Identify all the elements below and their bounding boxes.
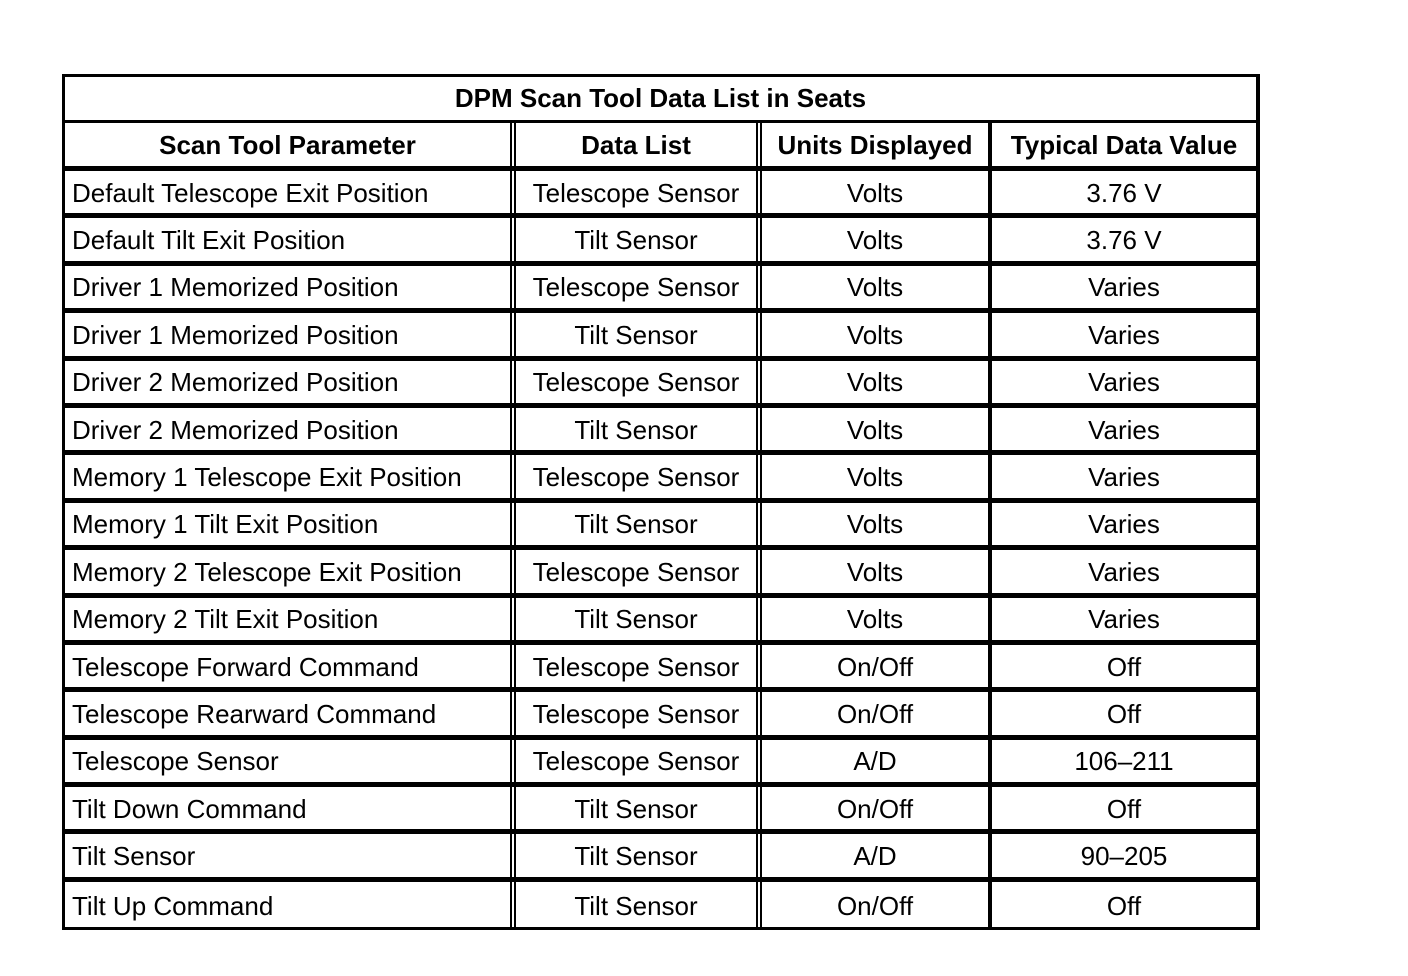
cell-scan-tool-parameter: Memory 2 Tilt Exit Position: [65, 598, 516, 640]
cell-units-displayed: Volts: [762, 218, 992, 260]
table-row: [65, 503, 1256, 550]
cell-data-list: Tilt Sensor: [516, 503, 762, 545]
cell-units-displayed: A/D: [762, 740, 992, 782]
cell-scan-tool-parameter: Driver 1 Memorized Position: [65, 266, 516, 308]
header-units-displayed: Units Displayed: [762, 123, 992, 166]
header-typical-data-value: Typical Data Value: [1010, 130, 1238, 160]
header-scan-tool-parameter: Scan Tool Parameter: [65, 123, 516, 166]
cell-typical-data-value: Varies: [1088, 462, 1160, 493]
cell-units-displayed: On/Off: [762, 692, 992, 734]
cell-typical-data-value: Varies: [1088, 272, 1160, 303]
cell-units-displayed: Volts: [762, 171, 992, 213]
cell-data-list: Telescope Sensor: [516, 740, 762, 782]
cell-units-displayed: Volts: [762, 313, 992, 355]
cell-typical-data-value: Varies: [1088, 367, 1160, 398]
cell-typical-data-value: Varies: [1088, 556, 1160, 587]
cell-scan-tool-parameter: Default Tilt Exit Position: [65, 218, 516, 260]
cell-data-list: Telescope Sensor: [516, 550, 762, 592]
cell-data-list: Telescope Sensor: [516, 171, 762, 213]
cell-units-displayed: Volts: [762, 598, 992, 640]
cell-scan-tool-parameter: Tilt Sensor: [65, 834, 516, 876]
cell-typical-data-value: Off: [1106, 651, 1142, 682]
cell-units-displayed: Volts: [762, 550, 992, 592]
cell-data-list: Tilt Sensor: [516, 787, 762, 829]
cell-data-list: Tilt Sensor: [516, 313, 762, 355]
table-row: [65, 645, 1256, 692]
cell-units-displayed: On/Off: [762, 787, 992, 829]
table-title: DPM Scan Tool Data List in Seats: [65, 77, 1256, 123]
table-row: [65, 361, 1256, 408]
cell-units-displayed: Volts: [762, 455, 992, 497]
cell-data-list: Telescope Sensor: [516, 645, 762, 687]
cell-data-list: Telescope Sensor: [516, 266, 762, 308]
cell-scan-tool-parameter: Tilt Up Command: [65, 882, 516, 929]
table-row: [65, 171, 1256, 218]
cell-typical-data-value: Varies: [1088, 509, 1160, 540]
cell-scan-tool-parameter: Telescope Forward Command: [65, 645, 516, 687]
table-body: [65, 171, 1256, 929]
cell-scan-tool-parameter: Memory 2 Telescope Exit Position: [65, 550, 516, 592]
table-row: [65, 834, 1256, 881]
table-row: [65, 598, 1256, 645]
cell-typical-data-value: Varies: [1088, 604, 1160, 635]
cell-scan-tool-parameter: Memory 1 Tilt Exit Position: [65, 503, 516, 545]
cell-data-list: Telescope Sensor: [516, 361, 762, 403]
cell-typical-data-value: 3.76 V: [1086, 225, 1162, 256]
cell-scan-tool-parameter: Tilt Down Command: [65, 787, 516, 829]
cell-scan-tool-parameter: Telescope Rearward Command: [65, 692, 516, 734]
cell-data-list: Tilt Sensor: [516, 408, 762, 450]
table-row: [65, 408, 1256, 455]
header-data-list: Data List: [516, 123, 762, 166]
table-row: [65, 550, 1256, 597]
table-header-row: [65, 123, 1256, 171]
cell-data-list: Tilt Sensor: [516, 218, 762, 260]
cell-data-list: Telescope Sensor: [516, 692, 762, 734]
table-row: [65, 218, 1256, 265]
table-row: [65, 313, 1256, 360]
table-row: [65, 787, 1256, 834]
cell-scan-tool-parameter: Driver 1 Memorized Position: [65, 313, 516, 355]
cell-scan-tool-parameter: Default Telescope Exit Position: [65, 171, 516, 213]
data-table: [62, 74, 1260, 930]
table-row: [65, 266, 1256, 313]
cell-typical-data-value: Off: [1106, 891, 1142, 922]
cell-units-displayed: On/Off: [762, 882, 992, 929]
cell-units-displayed: Volts: [762, 361, 992, 403]
cell-scan-tool-parameter: Driver 2 Memorized Position: [65, 361, 516, 403]
cell-data-list: Telescope Sensor: [516, 455, 762, 497]
cell-scan-tool-parameter: Driver 2 Memorized Position: [65, 408, 516, 450]
cell-scan-tool-parameter: Telescope Sensor: [65, 740, 516, 782]
cell-typical-data-value: Varies: [1088, 319, 1160, 350]
cell-data-list: Tilt Sensor: [516, 834, 762, 876]
cell-units-displayed: Volts: [762, 503, 992, 545]
cell-typical-data-value: Varies: [1088, 414, 1160, 445]
cell-scan-tool-parameter: Memory 1 Telescope Exit Position: [65, 455, 516, 497]
cell-typical-data-value: 3.76 V: [1086, 177, 1162, 208]
cell-units-displayed: Volts: [762, 266, 992, 308]
table-row: [65, 882, 1256, 929]
cell-units-displayed: Volts: [762, 408, 992, 450]
cell-data-list: Tilt Sensor: [516, 882, 762, 929]
cell-typical-data-value: Off: [1106, 793, 1142, 824]
table-row: [65, 455, 1256, 502]
table-row: [65, 740, 1256, 787]
cell-typical-data-value: 106–211: [1074, 746, 1174, 777]
cell-units-displayed: On/Off: [762, 645, 992, 687]
cell-data-list: Tilt Sensor: [516, 598, 762, 640]
cell-units-displayed: A/D: [762, 834, 992, 876]
cell-typical-data-value: 90–205: [1080, 841, 1168, 872]
table-row: [65, 692, 1256, 739]
cell-typical-data-value: Off: [1106, 698, 1142, 729]
